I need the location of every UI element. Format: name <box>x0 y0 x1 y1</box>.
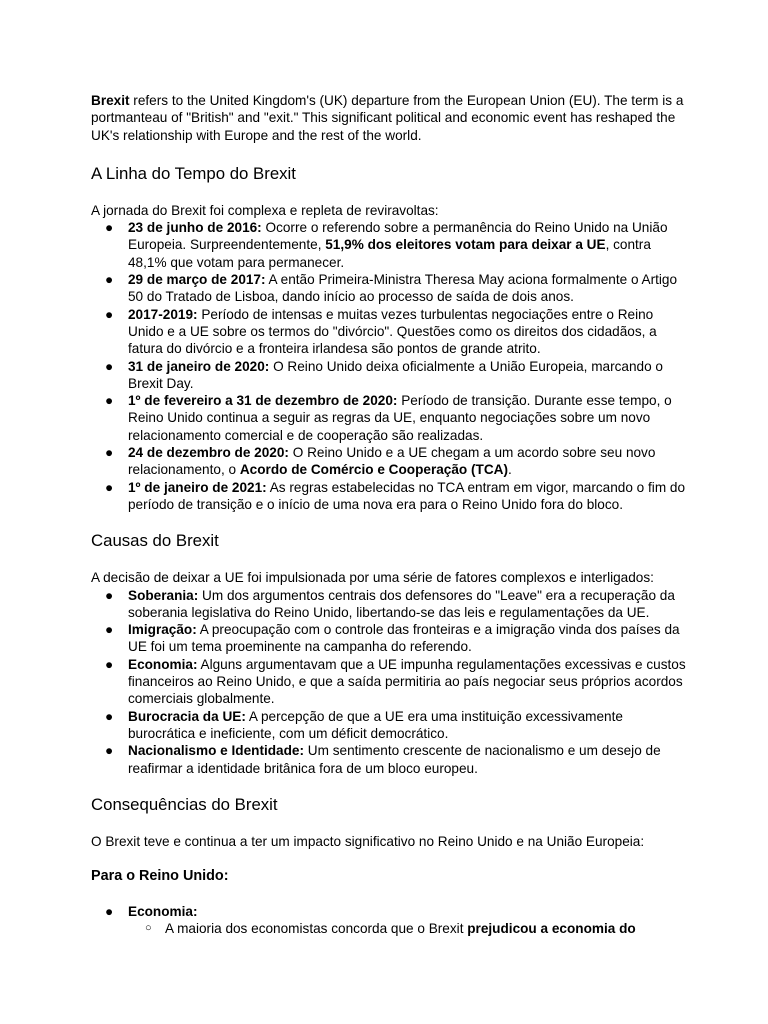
item-bold-text: Burocracia da UE: <box>128 708 246 724</box>
bullet-icon: ● <box>105 358 114 374</box>
list-item <box>91 708 691 743</box>
bullet-icon: ● <box>105 587 114 603</box>
bullet-icon: ● <box>105 306 114 322</box>
bullet-icon: ● <box>105 445 114 461</box>
intro-bold-term: Brexit <box>91 93 130 108</box>
item-text: A percepção de que a UE era uma instituição excessivamente burocrática e ineficiente, com um déficit democrático. <box>128 708 623 741</box>
item-bold-text: 29 de março de 2017: <box>128 272 266 288</box>
economy-sub-item <box>91 920 691 937</box>
timeline-list <box>91 219 691 513</box>
timeline-intro: A jornada do Brexit foi complexa e repleta de reviravoltas: <box>91 202 439 218</box>
bullet-icon: ● <box>105 656 114 672</box>
economy-label: Economia: <box>128 904 198 920</box>
item-bold-text: Nacionalismo e Identidade: <box>128 743 305 759</box>
list-item <box>91 392 691 444</box>
item-text: Um dos argumentos centrais dos defensores do "Leave" era a recuperação da soberania legislativa do Reino Unido, libertando-se das leis e regulamentações da UE. <box>128 587 675 620</box>
bullet-icon: ● <box>105 272 114 288</box>
list-item-economia <box>91 903 691 920</box>
list-item <box>91 587 691 622</box>
list-item <box>91 271 691 306</box>
causes-list <box>91 587 691 777</box>
bullet-icon: ● <box>105 220 114 236</box>
item-text: A então Primeira-Ministra Theresa May aciona formalmente o Artigo 50 do Tratado de Lisboa, dando início ao processo de saída de dois anos. <box>128 272 678 305</box>
item-bold-text: Soberania: <box>128 587 199 603</box>
item-text: Período de transição. Durante esse tempo, o Reino Unido continua a seguir as regras da UE, enquanto negociações sobre um novo relacionamento comercial e de cooperação são realizadas. <box>128 393 672 443</box>
item-text: Um sentimento crescente de nacionalismo e um desejo de reafirmar a identidade britânica fora de um bloco europeu. <box>128 743 661 776</box>
list-item <box>91 742 691 777</box>
item-text: As regras estabelecidas no TCA entram em vigor, marcando o fim do período de transição e o início de uma nova era para o Reino Unido fora do bloco. <box>128 479 686 512</box>
bullet-icon: ● <box>105 622 114 638</box>
item-bold-text: 31 de janeiro de 2020: <box>128 358 270 374</box>
item-text: O Reino Unido e a UE chegam a um acordo sobre seu novo relacionamento, o <box>128 445 656 478</box>
list-item <box>91 306 691 358</box>
list-item <box>91 358 691 393</box>
item-bold-text: Economia: <box>128 656 198 672</box>
item-bold-text: 2017-2019: <box>128 306 198 322</box>
item-text: O Reino Unido deixa oficialmente a União Europeia, marcando o Brexit Day. <box>128 358 663 391</box>
item-bold-text: 1º de janeiro de 2021: <box>128 479 267 495</box>
bullet-icon: ● <box>105 743 114 759</box>
bullet-icon: ● <box>105 393 114 409</box>
timeline-heading: A Linha do Tempo do Brexit <box>91 163 296 183</box>
item-text: . <box>507 462 512 478</box>
bullet-icon: ● <box>105 708 114 724</box>
item-text: Alguns argumentavam que a UE impunha regulamentações excessivas e custos financeiros ao Reino Unido, e que a saída permitiria ao país negociar seus próprios acordos comerciais globalmente. <box>128 656 686 707</box>
item-bold-text: 1º de fevereiro a 31 de dezembro de 2020: <box>128 393 398 409</box>
item-bold-text: 51,9% dos eleitores votam para deixar a UE <box>325 237 606 253</box>
uk-consequences-list <box>91 903 691 938</box>
item-bold-text: Imigração: <box>128 622 197 638</box>
list-item <box>91 219 691 271</box>
bullet-icon: ● <box>105 904 114 920</box>
intro-text: refers to the United Kingdom's (UK) departure from the European Union (EU). The term is a portmanteau of "British" and "exit." This significant political and economic event has reshaped the UK's relationship with Europe and the rest of the world. <box>91 93 684 143</box>
intro-paragraph <box>91 92 691 144</box>
consequences-intro: O Brexit teve e continua a ter um impacto significativo no Reino Unido e na União Europeia: <box>91 833 645 849</box>
list-item <box>91 444 691 479</box>
uk-subheading: Para o Reino Unido: <box>91 868 229 885</box>
list-item <box>91 479 691 514</box>
item-bold-text: 23 de junho de 2016: <box>128 220 262 236</box>
causes-intro: A decisão de deixar a UE foi impulsionada por uma série de fatores complexos e interligados: <box>91 570 654 586</box>
causes-heading: Causas do Brexit <box>91 531 219 551</box>
list-item <box>91 621 691 656</box>
item-text: A preocupação com o controle das fronteiras e a imigração vinda dos países da UE foi um tema proeminente na campanha do referendo. <box>128 622 680 655</box>
item-bold-text: Acordo de Comércio e Cooperação (TCA) <box>239 462 508 478</box>
consequences-heading: Consequências do Brexit <box>91 794 278 814</box>
item-text: , contra 48,1% que votam para permanecer. <box>128 237 651 270</box>
bullet-icon: ● <box>105 479 114 495</box>
item-text: Período de intensas e muitas vezes turbulentas negociações entre o Reino Unido e a UE sobre os termos do "divórcio". Questões como os direitos dos cidadãos, a fatura do divórcio e a fronteira irlandesa são pontos de grande atrito. <box>128 306 657 357</box>
economy-sub-text: A maioria dos economistas concorda que o Brexit <box>165 921 468 937</box>
list-item <box>91 656 691 708</box>
hollow-bullet-icon: ○ <box>145 922 152 935</box>
document-content <box>91 92 691 938</box>
economy-sub-bold: prejudicou a economia do <box>467 921 636 937</box>
item-text: Ocorre o referendo sobre a permanência do Reino Unido na União Europeia. Surpreendentemente, <box>128 220 668 253</box>
item-bold-text: 24 de dezembro de 2020: <box>128 445 289 461</box>
